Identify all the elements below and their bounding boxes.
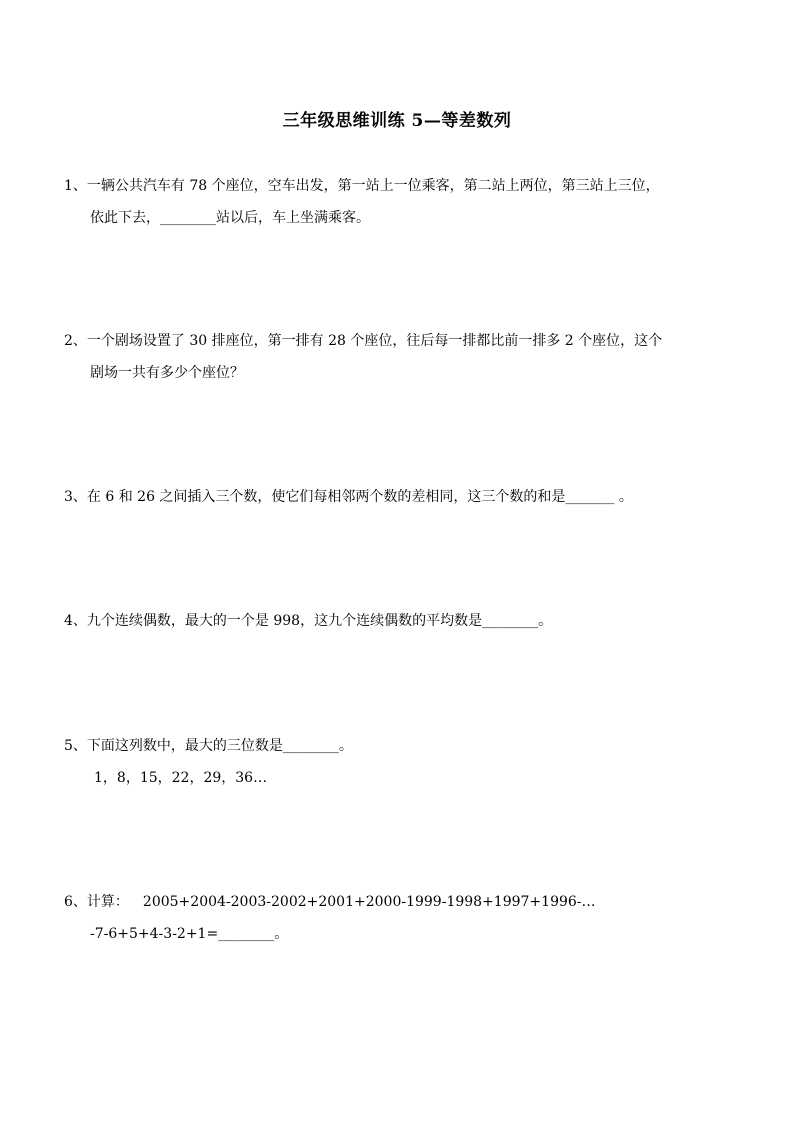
question-4 [64, 605, 744, 637]
question-2-line-1: 2、一个剧场设置了 30 排座位，第一排有 28 个座位，往后每一排都比前一排多 2 个座位，这个 [64, 333, 663, 349]
page-title: 三年级思维训练 5—等差数列 [282, 111, 512, 131]
question-1-line-1: 1、一辆公共汽车有 78 个座位，空车出发，第一站上一位乘客，第二站上两位，第三站上三位， [64, 178, 660, 194]
question-2-line-2: 剧场一共有多少个座位？ [90, 365, 244, 381]
question-4-line-1: 4、九个连续偶数，最大的一个是 998，这九个连续偶数的平均数是________。 [64, 613, 553, 629]
question-6-label: 6、计算： [64, 894, 129, 910]
question-2 [64, 325, 744, 389]
question-6-expression-1: 2005+2004-2003-2002+2001+2000-1999-1998+1997+1996-… [142, 894, 596, 910]
question-5-line-1: 5、下面这列数中，最大的三位数是________。 [64, 738, 353, 754]
question-5-sequence: 1，8，15，22，29，36… [94, 770, 268, 786]
question-1-line-2: 依此下去，________站以后，车上坐满乘客。 [90, 210, 370, 226]
question-6-expression-2: -7-6+5+4-3-2+1=________。 [90, 926, 289, 942]
question-3 [64, 481, 744, 513]
question-1 [64, 170, 744, 234]
question-3-line-1: 3、在 6 和 26 之间插入三个数，使它们每相邻两个数的差相同，这三个数的和是_______ 。 [64, 489, 633, 505]
question-5 [64, 730, 744, 794]
question-6 [64, 886, 744, 950]
